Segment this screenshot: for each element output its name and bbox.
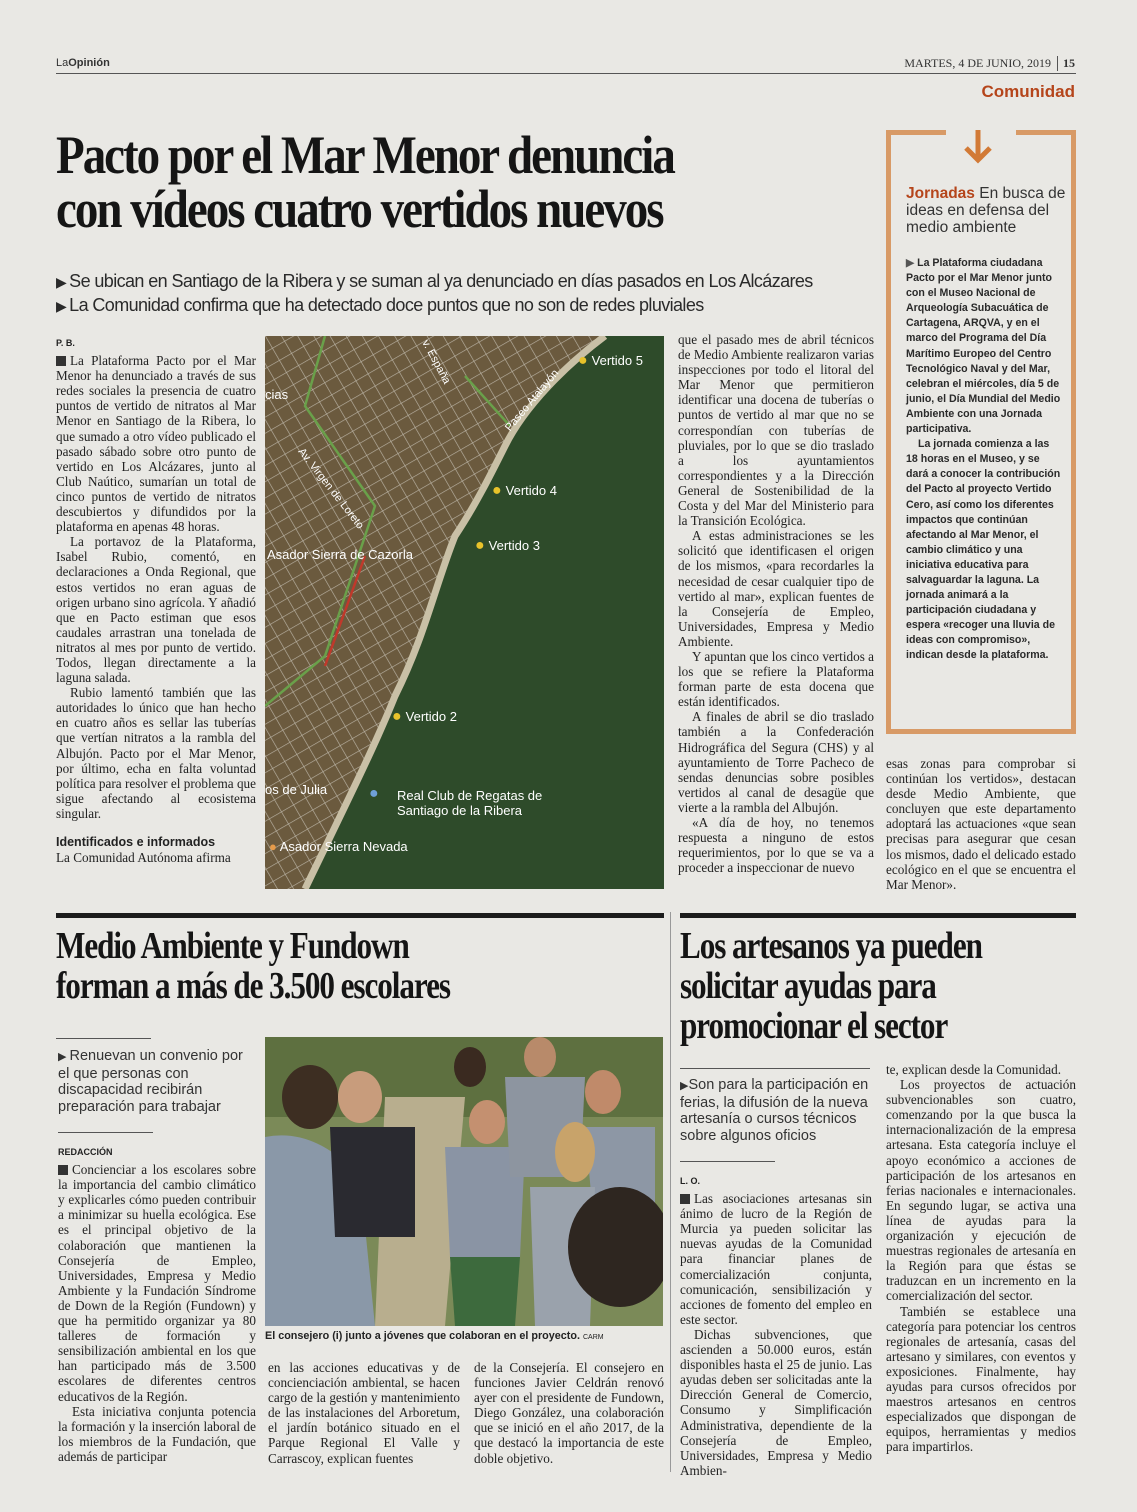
map-place-label: Asador Sierra de Cazorla bbox=[267, 547, 413, 562]
article3-summary bbox=[680, 1077, 875, 1144]
down-arrow-icon bbox=[958, 128, 998, 168]
article1-subhead-2 bbox=[56, 295, 704, 316]
article1-column-1 bbox=[56, 336, 256, 865]
photo-graphic bbox=[265, 1037, 663, 1326]
article1-headline bbox=[56, 125, 769, 239]
article1-column-4 bbox=[886, 756, 1076, 892]
headline-line: Medio Ambiente y Fundown bbox=[56, 925, 409, 967]
triangle-bullet-icon: ▶ bbox=[906, 257, 918, 269]
headline-line: con vídeos cuatro vertidos nuevos bbox=[56, 179, 663, 239]
brand-name: Opinión bbox=[68, 57, 110, 69]
paragraph: «A día de hoy, no tenemos respuesta a ninguno de estos requerimientos, por lo que se va a proceder a inspeccionar de nuevo bbox=[678, 815, 874, 876]
map-place-label: cias bbox=[265, 387, 289, 402]
sidebar-kicker: Jornadas bbox=[906, 185, 975, 202]
paragraph: en las acciones educativas y de concienciación ambiental, se hacen cargo de la gestión y mantenimiento de las instalaciones del Arboretum, el jardín botánico situado en el Parque Regional El Valle y Carrascoy, explican fuentes bbox=[268, 1360, 460, 1466]
byline: REDACCIÓN bbox=[58, 1147, 113, 1157]
article2-column-2 bbox=[268, 1360, 460, 1466]
paragraph: Esta iniciativa conjunta potencia la formación y la inserción laboral de los miembros de la Fundación, que además de participar bbox=[58, 1403, 256, 1464]
paragraph-text: La Plataforma Pacto por el Mar Menor ha denunciado a través de sus redes sociales la presencia de cuatro puntos de vertido de nitratos al Mar Menor en Santiago de la Ribera, lo que sumado a otro vídeo publicado el pasado sábado sobre otro punto de vertido en Los Alcázares, junto al Club Naútico, sumarían un total de cinco puntos de vertido de nitratos descubiertos y difundidos por la plataforma en apenas 48 horas. bbox=[56, 353, 256, 535]
inline-subheading: Identificados e informados bbox=[56, 835, 216, 849]
marker-label: Vertido 5 bbox=[591, 353, 643, 368]
paragraph: esas zonas para comprobar si continúan los vertidos», destacan desde Medio Ambiente, que concluyen que este departamento adoptará las actuaciones «que sean precisas para asegurar que cesan los mismos, dado el delicado estado ecológico en el que se encuentra el Mar Menor». bbox=[886, 756, 1076, 892]
paragraph-text: Las asociaciones artesanas sin ánimo de lucro de la Región de Murcia ya pueden solicitar las nuevas ayudas de la Comunidad para financiar planes de comercialización conjunta, comunicación, sensibilización y acciones de fomento del empleo en este sector. bbox=[680, 1191, 872, 1327]
map-pin-icon: ● bbox=[492, 482, 502, 499]
map-pin-icon: ● bbox=[578, 352, 588, 369]
article1-column-3 bbox=[678, 332, 874, 875]
header-rule bbox=[56, 73, 1076, 74]
page-number: 15 bbox=[1057, 56, 1075, 71]
triangle-bullet-icon: ▶ bbox=[58, 1051, 70, 1063]
paragraph-text: La Plataforma ciudadana Pacto por el Mar Menor junto con el Museo Nacional de Arqueología Subacuática de Cartagena, ARQVA, y en el marco del Programa del Día Marítimo Europeo del Centro Tecnológico Naval y del Mar, celebran el miércoles, día 5 de junio, el Día Mundial del Medio Ambiente con una Jornada participativa. bbox=[906, 257, 1061, 436]
map-pin-icon: ● bbox=[369, 785, 379, 802]
map-marker-vertido-4[interactable] bbox=[492, 482, 557, 500]
paragraph: La Comunidad Autónoma afirma bbox=[56, 850, 231, 865]
map-street-label: Paseo Atalayón bbox=[503, 367, 562, 434]
subhead-text: Se ubican en Santiago de la Ribera y se suman al ya denunciado en días pasados en Los Alcázares bbox=[69, 271, 813, 291]
marker-label: Vertido 3 bbox=[488, 538, 540, 553]
sidebar-title bbox=[906, 185, 1066, 236]
article2-headline bbox=[56, 926, 450, 1006]
article2-column-3 bbox=[474, 1360, 664, 1466]
paragraph: Los proyectos de actuación subvencionables son cuatro, comenzando por la que busca la internacionalización de la empresa artesana. Esta categoría incluye el apoyo económico a acciones de participación de los artesanos en ferias nacionales e internacionales. En segundo lugar, se activa una línea de ayudas para la organización y ejecución de muestras regionales de artesanía en la Región para que éstas se traduzcan en un incremento en la comercialización del sector. bbox=[886, 1077, 1076, 1304]
paragraph: La portavoz de la Plataforma, Isabel Rubio, comentó, en declaraciones a Onda Regional, que estos vertidos no eran aguas de origen urbano sino agrícola. Y añadió que en Pacto estiman que esos caudales arrastran una tonelada de nitratos al mes por punto de vertido. Todos, llegan directamente a la laguna salada. bbox=[56, 534, 256, 686]
lead-square-icon bbox=[56, 356, 66, 366]
sidebar-heading: En busca de ideas en defensa del medio ambiente bbox=[906, 185, 1066, 236]
headline-line: promocionar el sector bbox=[680, 1005, 948, 1047]
paragraph bbox=[58, 1162, 256, 1404]
summary-rule bbox=[680, 1161, 775, 1162]
map-pin-icon: ● bbox=[475, 537, 485, 554]
map-street-label: Av. Virgen de Loreto bbox=[295, 446, 366, 532]
headline-line: Los artesanos ya pueden bbox=[680, 925, 982, 967]
paragraph: También se establece una categoría para potenciar los centros regionales de artesanía, casas del artesano y similares, con eventos y exposiciones. Finalmente, hay ayudas para cursos ofrecidos por maestros artesanos en centros especializados que dispongan de equipos, herramientas y medios para impartirlos. bbox=[886, 1303, 1076, 1455]
paragraph bbox=[906, 256, 1062, 437]
triangle-bullet-icon: ▶ bbox=[56, 298, 67, 314]
photo-caption bbox=[265, 1330, 604, 1342]
marker-label: Santiago de la Ribera bbox=[397, 803, 523, 818]
map-pin-icon: ● bbox=[269, 839, 277, 854]
article2-photo bbox=[265, 1037, 663, 1326]
lead-square-icon bbox=[680, 1194, 690, 1204]
paragraph: Rubio lamentó también que las autoridades lo único que han hecho en cuatro años es sellar las tuberías que vertían nitratos a la rambla del Albujón. Pacto por el Mar Menor, por último, echa en falta voluntad política para resolver el problema que sigue afectando al ecosistema singular. bbox=[56, 685, 256, 821]
paragraph: A estas administraciones se les solicitó que identificasen el origen de los mismos, «para recordarles la necesidad de cesar cualquier tipo de vertido al mar», explican fuentes de la Consejería de Empleo, Universidades, Empresa y Medio Ambiente. bbox=[678, 528, 874, 649]
masthead-logo bbox=[56, 57, 110, 69]
article3-column-2 bbox=[886, 1062, 1076, 1454]
issue-date: MARTES, 4 DE JUNIO, 2019 bbox=[904, 56, 1051, 70]
marker-label: Vertido 2 bbox=[405, 709, 457, 724]
article2-top-rule bbox=[56, 913, 664, 918]
paragraph: A finales de abril se dio traslado también a la Confederación Hidrográfica del Segura (CHS) y al ayuntamiento de Torre Pacheco de sendas denuncias sobre posibles vertidos al canal de desagüe que vierte a la rambla del Albujón. bbox=[678, 709, 874, 815]
paragraph bbox=[680, 1191, 872, 1327]
paragraph: que el pasado mes de abril técnicos de Medio Ambiente realizaron varias inspecciones por todo el litoral del Mar Menor que permitieron identificar una docena de tuberías o puntos de vertido al mar que no se correspondían con tuberías de pluviales, por lo que se dio traslado a los ayuntamientos correspondientes y a la Dirección General de Sostenibilidad de la Costa y del Mar del Ministerio para la Transición Ecológica. bbox=[678, 332, 874, 529]
dateline bbox=[904, 56, 1075, 71]
article3-column-1 bbox=[680, 1174, 872, 1478]
map-marker-vertido-3[interactable] bbox=[475, 537, 540, 555]
summary-rule bbox=[680, 1068, 870, 1069]
map-marker-club[interactable] bbox=[369, 785, 543, 818]
article3-top-rule bbox=[680, 913, 1076, 918]
marker-label: Real Club de Regatas de bbox=[397, 788, 543, 803]
triangle-bullet-icon: ▶ bbox=[56, 274, 67, 290]
map-place-label: Asador Sierra Nevada bbox=[279, 839, 408, 854]
box-border bbox=[886, 130, 946, 135]
map-marker-vertido-5[interactable] bbox=[578, 352, 643, 370]
map-place-nevada bbox=[269, 839, 408, 854]
map-pin-icon: ● bbox=[392, 708, 402, 725]
paragraph: de la Consejería. El consejero en funciones Javier Celdrán renovó ayer con el presidente de Fundown, Diego González, una colaboración que se inició en el año 2017, de la que destacó la importancia de este doble objetivo. bbox=[474, 1360, 664, 1466]
headline-line: forman a más de 3.500 escolares bbox=[56, 965, 450, 1007]
map-marker-vertido-2[interactable] bbox=[392, 708, 457, 726]
article2-summary bbox=[58, 1048, 258, 1115]
article1-subhead-1 bbox=[56, 271, 813, 292]
map-street-label: v. España bbox=[419, 338, 453, 387]
article3-headline bbox=[680, 926, 982, 1046]
paragraph-text: Concienciar a los escolares sobre la importancia del cambio climático y explicarles cómo pueden contribuir a minimizar su huella ecológica. Ese es el principal objetivo de la colaboración que mantienen la Consejería de Empleo, Universidades, Empresa y Medio Ambiente y la Fundación Síndrome de Down de la Región (Fundown) y que ha permitido organizar ya 80 talleres de formación y sensibilización ambiental en los que han participado más de 3.500 escolares de diferentes centros educativos de la Región. bbox=[58, 1162, 256, 1404]
paragraph: te, explican desde la Comunidad. bbox=[886, 1062, 1062, 1077]
byline: P. B. bbox=[56, 338, 75, 348]
byline: L. O. bbox=[680, 1176, 700, 1186]
triangle-bullet-icon: ▶ bbox=[680, 1080, 689, 1092]
paragraph bbox=[56, 353, 256, 534]
headline-line: Pacto por el Mar Menor denuncia bbox=[56, 125, 674, 185]
section-label: Comunidad bbox=[981, 82, 1075, 101]
subhead-text: La Comunidad confirma que ha detectado doce puntos que no son de redes pluviales bbox=[69, 295, 704, 315]
summary-text: Son para la participación en ferias, la difusión de la nueva artesanía o cursos técnicos sobre algunos oficios bbox=[680, 1077, 869, 1144]
photo-credit: CARM bbox=[582, 1334, 604, 1341]
lead-square-icon bbox=[58, 1165, 68, 1175]
map-place-label: os de Julia bbox=[265, 782, 328, 797]
caption-text: El consejero (i) junto a jóvenes que colaboran en el proyecto. bbox=[265, 1330, 580, 1342]
summary-text: Renuevan un convenio por el que personas con discapacidad recibirán preparación para trabajar bbox=[58, 1048, 243, 1115]
summary-rule bbox=[58, 1132, 153, 1133]
summary-rule bbox=[56, 1038, 151, 1039]
paragraph: La jornada comienza a las 18 horas en el Museo, y se dará a conocer la contribución del Pacto al proyecto Vertido Cero, así como los diferentes impactos que continúan afectando al Mar Menor, el cambio climático y una iniciativa educativa para salvaguardar la laguna. La jornada animará a la participación ciudadana y espera «recoger una lluvia de ideas con compromiso», indican desde la plataforma. bbox=[906, 438, 1061, 662]
article2-column-1 bbox=[58, 1145, 256, 1464]
sidebar-text bbox=[906, 256, 1062, 664]
headline-line: solicitar ayudas para bbox=[680, 965, 936, 1007]
paragraph: Y apuntan que los cinco vertidos a los que se refiere la Plataforma forman parte de esta docena que están identificados. bbox=[678, 648, 874, 710]
satellite-map bbox=[265, 336, 664, 889]
marker-label: Vertido 4 bbox=[505, 483, 557, 498]
column-divider bbox=[670, 912, 671, 1472]
paragraph: Dichas subvenciones, que ascienden a 50.000 euros, están disponibles hasta el 25 de junio. Las ayudas deben ser solicitadas ante la Dirección General de Comercio, Consumo y Simplificación Administrativa, dependiente de la Consejería de Empleo, Universidades, Empresa y Medio Ambien- bbox=[680, 1326, 872, 1478]
brand-prefix: La bbox=[56, 57, 69, 69]
box-border bbox=[1016, 130, 1076, 135]
